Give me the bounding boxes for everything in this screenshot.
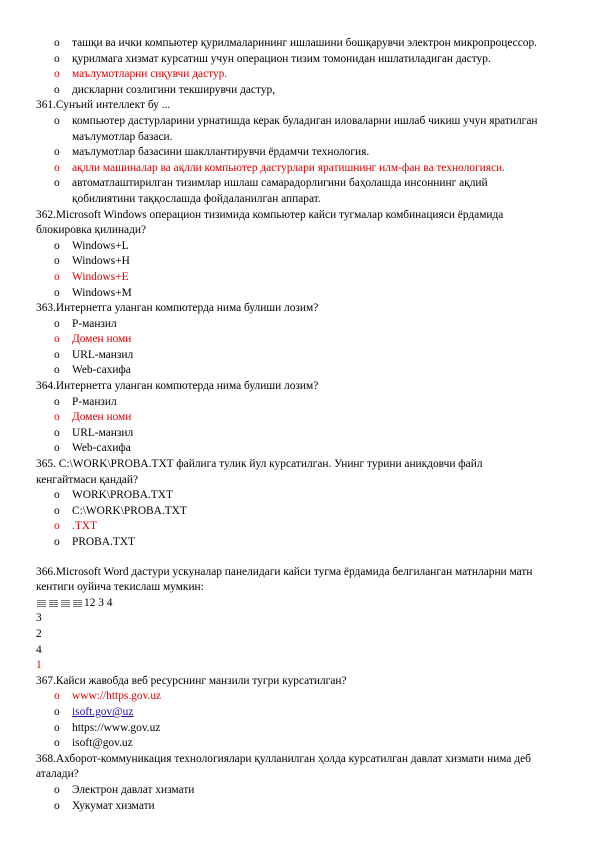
option-text: Домен номи — [72, 411, 132, 424]
option — [0, 426, 595, 442]
option — [0, 736, 595, 752]
bullet: o — [54, 255, 60, 268]
option-text: .TXT — [72, 520, 97, 533]
option-correct — [0, 161, 595, 177]
option — [0, 535, 595, 551]
option-text: Хукумат хизмати — [72, 799, 155, 812]
option-text: қурилмага хизмат курсатиш учун операцион тизим томонидан ишлатиладиган дастур. — [72, 52, 491, 65]
option-text: P-манзил — [72, 395, 117, 408]
bullet: o — [54, 348, 60, 361]
option-text: PROBA.TXT — [72, 536, 135, 548]
option — [0, 145, 595, 161]
bullet: o — [54, 536, 60, 548]
option-text: Домен номи — [72, 333, 132, 346]
option-correct — [0, 519, 595, 535]
question-367: 367.Кайси жавобда веб ресурснинг манзили тугри курсатилган? — [36, 674, 347, 687]
bullet: o — [54, 504, 60, 517]
align-center-icon — [48, 599, 59, 608]
button-numbers: 12 3 4 — [84, 596, 113, 609]
alignment-buttons-row — [0, 596, 595, 612]
option-text: isoft@gov.uz — [72, 737, 133, 750]
option-correct — [0, 67, 595, 83]
option — [0, 721, 595, 737]
bullet: o — [54, 783, 60, 796]
answer: 3 — [36, 612, 42, 625]
question-365: 365. C:\WORK\PROBA.TXT файлига тулик йул курсатилган. Унинг турини аникдовчи файл кенгайтмаси қандай? — [36, 458, 483, 486]
bullet: o — [54, 333, 60, 346]
option-text: компьютер дастурларини урнатишда керак буладиган иловаларни ишлаб чикиш учун яратилган маълумотлар базаси. — [72, 114, 538, 143]
option — [0, 36, 595, 52]
option-correct — [0, 270, 595, 286]
option-text: https://www.gov.uz — [72, 721, 161, 734]
option-text: URL-манзил — [72, 426, 134, 439]
option — [0, 52, 595, 68]
option-text: P-манзил — [72, 317, 117, 330]
answer: 2 — [36, 627, 42, 640]
question-366: 366.Microsoft Word дастури ускуналар панелидаги кайси тугма ёрдамида белгиланган матнларни матн кентиги оуйича текислаш мумкин: — [36, 565, 533, 594]
bullet: o — [54, 411, 60, 424]
question-362: 362.Microsoft Windows операцион тизимида компьютер кайси тугмалар комбинацияси ёрдамида блокировка қилинади? — [36, 208, 504, 237]
bullet: o — [54, 799, 60, 812]
bullet: o — [54, 37, 60, 49]
bullet: o — [54, 317, 60, 330]
option-text: C:\WORK\PROBA.TXT — [72, 504, 187, 517]
option — [0, 286, 595, 302]
option-text: Web-сахифа — [72, 442, 131, 455]
option-text: WORK\PROBA.TXT — [72, 489, 173, 502]
bullet: o — [54, 520, 60, 533]
bullet: o — [54, 270, 60, 283]
bullet: o — [54, 161, 60, 174]
option-text: маълумотлар базасини шакллантирувчи ёрдамчи технология. — [72, 146, 370, 159]
align-right-icon — [60, 599, 71, 608]
option — [0, 348, 595, 364]
option-text: Windows+E — [72, 270, 129, 283]
question-361: 361.Сунъий интеллект бу ... — [36, 99, 171, 112]
option-text: www://https.gov.uz — [72, 690, 162, 703]
answer: 4 — [36, 643, 42, 656]
answer-correct: 1 — [36, 659, 42, 672]
spacer — [0, 551, 595, 565]
option-text: Windows+L — [72, 239, 129, 252]
option-text: Windows+H — [72, 255, 130, 268]
option-text: маълумотларни сиқувчи дастур. — [72, 68, 228, 81]
bullet: o — [54, 52, 60, 65]
option — [0, 83, 595, 99]
option — [0, 441, 595, 457]
option-text: Web-сахифа — [72, 364, 131, 377]
bullet: o — [54, 83, 60, 96]
option-text: Windows+M — [72, 286, 132, 299]
option-text: Электрон давлат хизмати — [72, 783, 195, 796]
bullet: o — [54, 395, 60, 408]
option-correct — [0, 410, 595, 426]
bullet: o — [54, 705, 60, 718]
option — [0, 799, 595, 815]
bullet: o — [54, 239, 60, 252]
option — [0, 504, 595, 520]
bullet: o — [54, 286, 60, 299]
option — [0, 239, 595, 255]
question-364: 364.Интернетга уланган компютерда нима булиши лозим? — [36, 380, 319, 393]
bullet: o — [54, 426, 60, 439]
option — [0, 363, 595, 379]
bullet: o — [54, 721, 60, 734]
option — [0, 488, 595, 504]
option — [0, 705, 595, 721]
bullet: o — [54, 442, 60, 455]
option — [0, 254, 595, 270]
document-page — [0, 36, 595, 814]
bullet: o — [54, 489, 60, 502]
option-text: ташқи ва ички компьютер қурилмаларининг ишлашини бошқарувчи электрон микропроцессор. — [72, 37, 538, 49]
bullet: o — [54, 114, 60, 127]
option — [0, 176, 595, 207]
option-correct — [0, 332, 595, 348]
question-368: 368.Ахборот-коммуникация технологиялари қулланилган ҳолда курсатилган давлат хизмати нима деб аталади? — [36, 752, 531, 781]
bullet: o — [54, 737, 60, 750]
option — [0, 395, 595, 411]
align-left-icon — [36, 599, 47, 608]
align-justify-icon — [72, 599, 83, 608]
option-text: URL-манзил — [72, 348, 134, 361]
bullet: o — [54, 68, 60, 81]
option-text: дискларни созлигини текширувчи дастур, — [72, 83, 276, 96]
email-link[interactable]: isoft.gov@uz — [72, 705, 134, 718]
option-text: ақлли машиналар ва ақлли компьютер дастурлари яратишнинг илм-фан ва технологияси. — [72, 161, 505, 174]
bullet: o — [54, 364, 60, 377]
bullet: o — [54, 146, 60, 159]
option-text: автоматлаштирилган тизимлар ишлаш самарадорлигини баҳолашда инсоннинг ақлий қобилиятини таққослашда фойдаланилган аппарат. — [72, 177, 488, 205]
option — [0, 114, 595, 145]
option — [0, 783, 595, 799]
bullet: o — [54, 690, 60, 703]
option-correct — [0, 689, 595, 705]
question-363: 363.Интернетга уланган компютерда нима булиши лозим? — [36, 302, 319, 315]
bullet: o — [54, 177, 60, 190]
option — [0, 317, 595, 333]
